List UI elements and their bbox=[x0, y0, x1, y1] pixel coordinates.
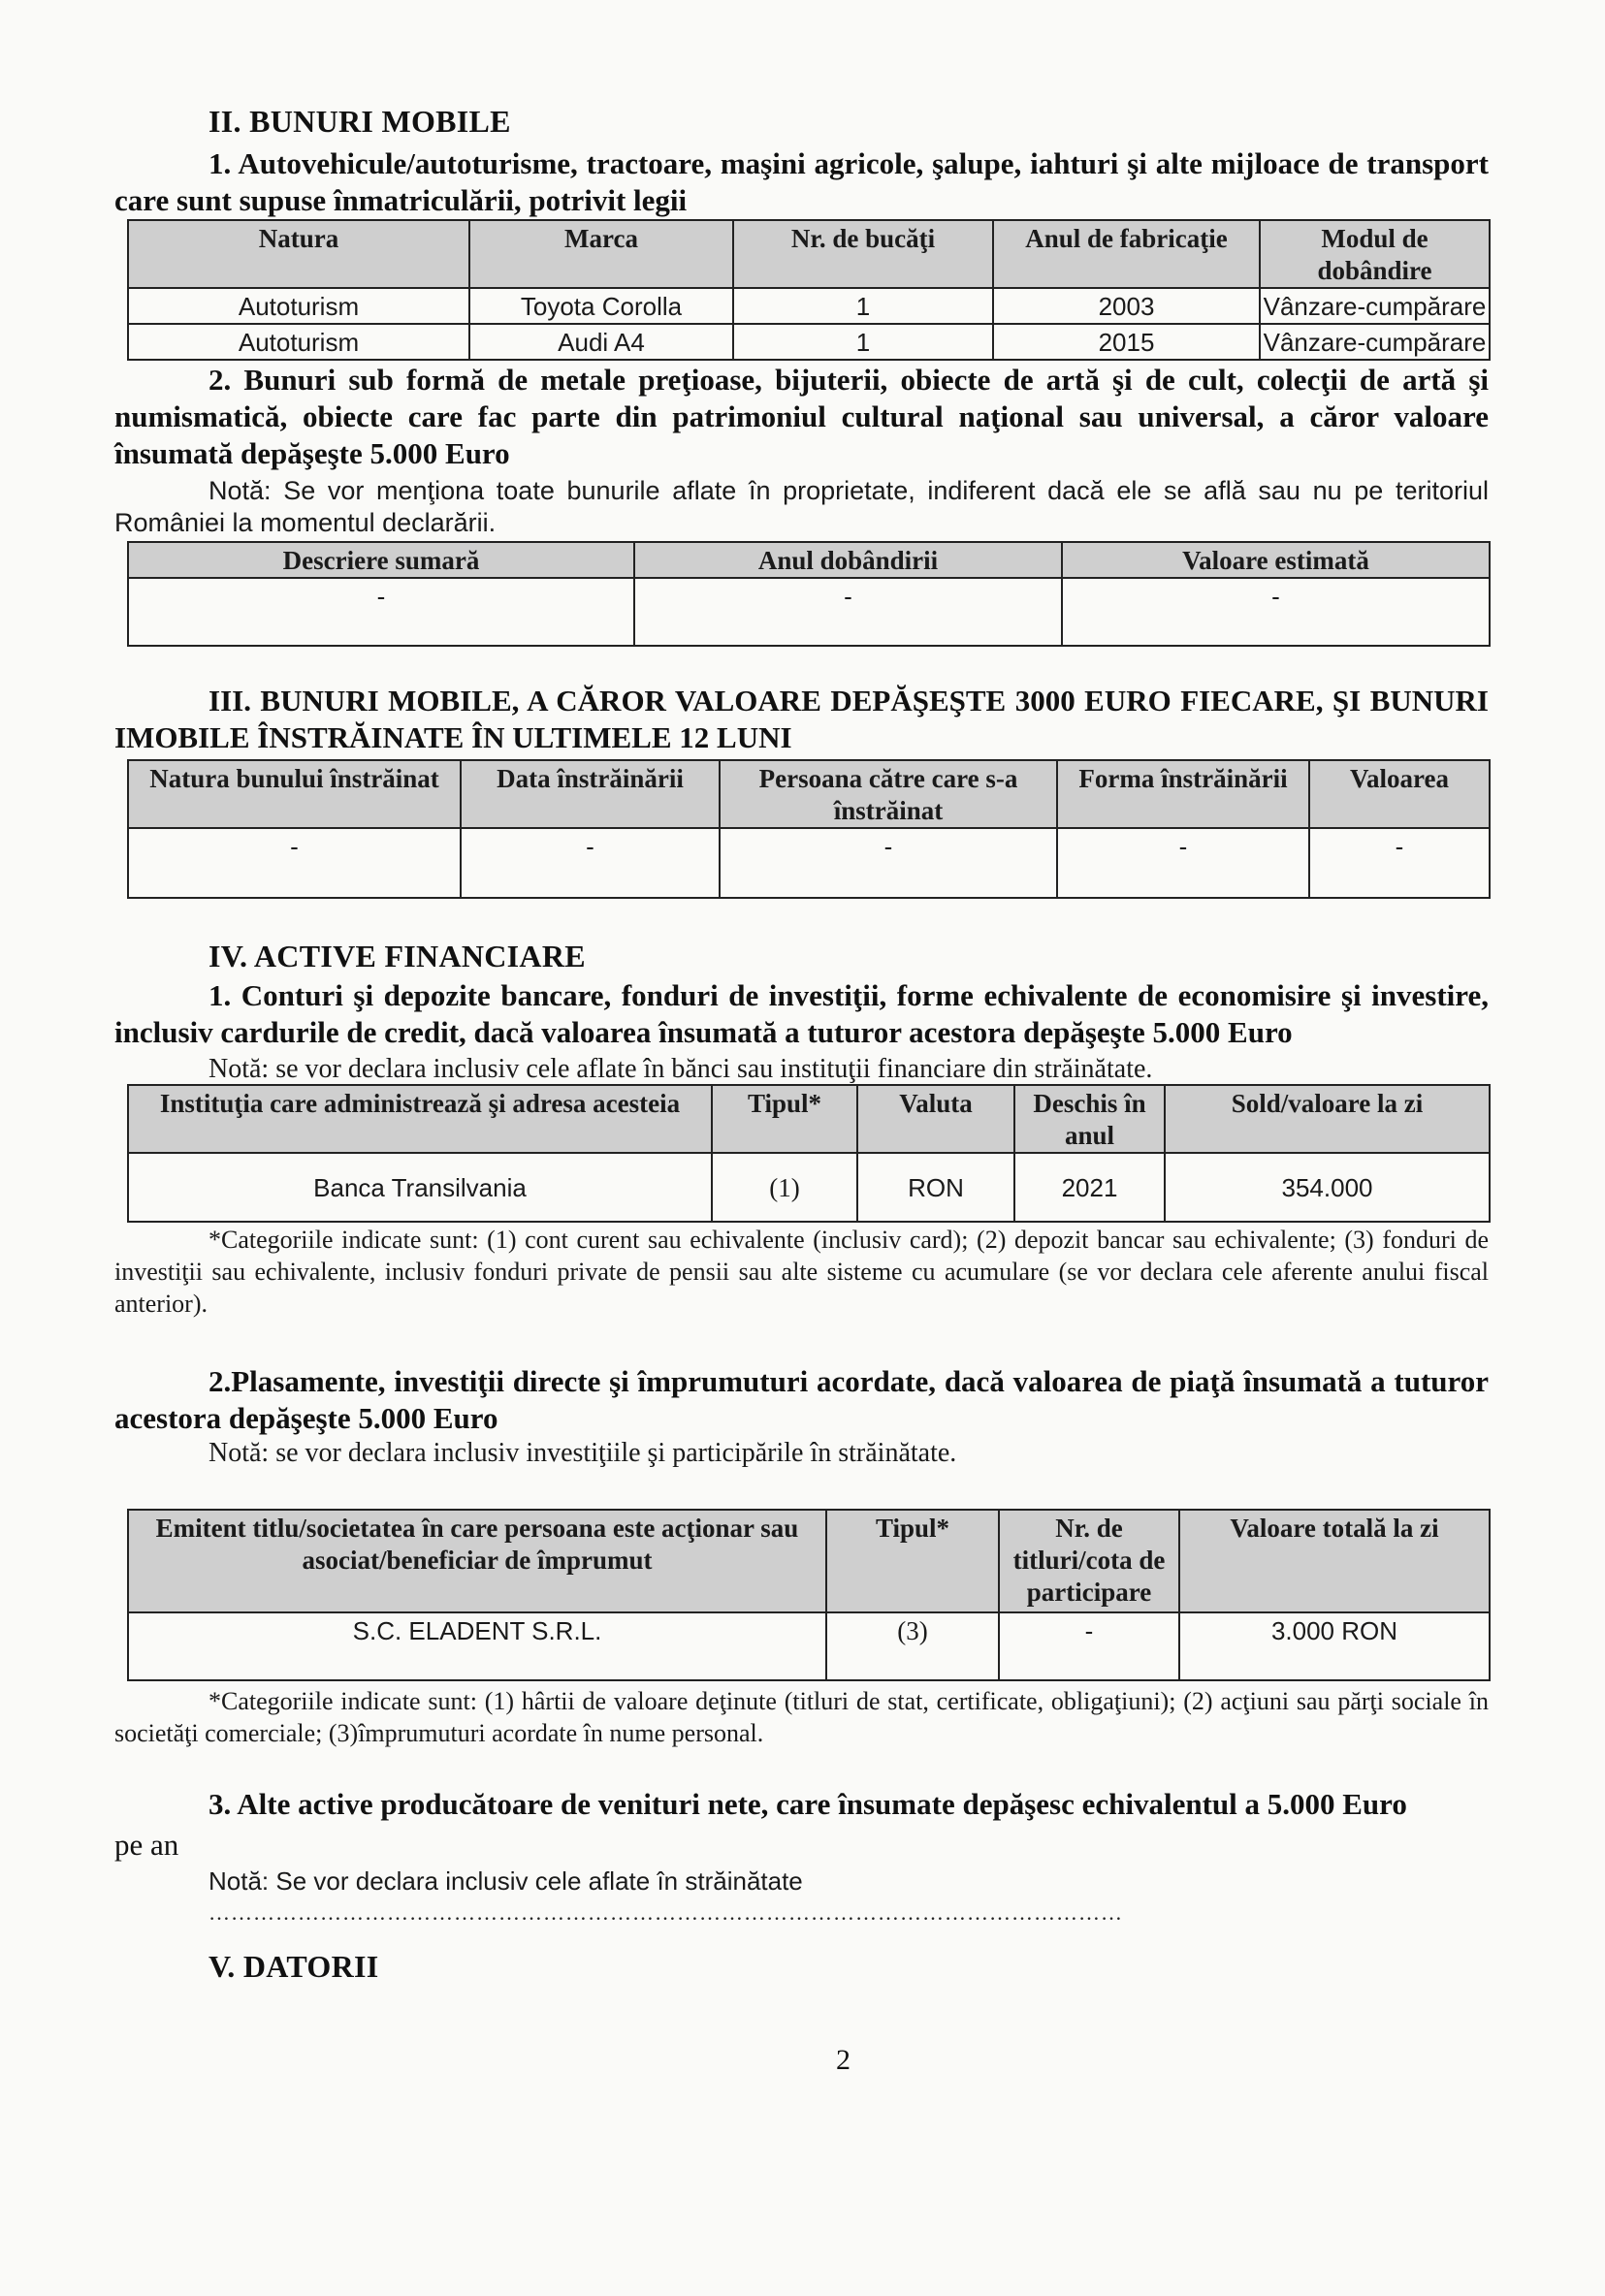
page-number: 2 bbox=[836, 2044, 851, 2076]
column-header: Valoare estimată bbox=[1062, 542, 1490, 578]
section-4-3-title-cont: pe an bbox=[114, 1828, 179, 1862]
column-header: Valoarea bbox=[1309, 760, 1490, 828]
column-header: Tipul* bbox=[826, 1510, 999, 1612]
table-cell: (3) bbox=[826, 1612, 999, 1680]
table-row bbox=[128, 288, 1490, 324]
section-2-title: II. BUNURI MOBILE bbox=[209, 104, 511, 139]
table-cell: Autoturism bbox=[128, 324, 469, 360]
column-header: Persoana către care s-a înstrăinat bbox=[720, 760, 1057, 828]
table-cell: - bbox=[999, 1612, 1179, 1680]
table-header-row bbox=[128, 1085, 1490, 1153]
column-header: Marca bbox=[469, 220, 733, 288]
section-2-2-title: 2. Bunuri sub formă de metale preţioase, bijuterii, obiecte de artă şi de cult, colecţii de artă şi numismatică, obiecte care fac parte din patrimoniul cultural naţional sau universal, a căror valoare însumată depăşeşte 5.000 Euro bbox=[114, 363, 1489, 470]
table-cell: 3.000 RON bbox=[1179, 1612, 1490, 1680]
column-header: Deschis în anul bbox=[1014, 1085, 1165, 1153]
column-header: Forma înstrăinării bbox=[1057, 760, 1309, 828]
table-row bbox=[128, 324, 1490, 360]
column-header: Emitent titlu/societatea în care persoana este acţionar sau asociat/beneficiar de împrumut bbox=[128, 1510, 826, 1612]
table-cell: Toyota Corolla bbox=[469, 288, 733, 324]
fill-in-dotted-line: …………………………………………………………………………………………………………… bbox=[209, 1900, 1123, 1925]
table-cell: - bbox=[1309, 828, 1490, 898]
column-header: Instituţia care administrează şi adresa acesteia bbox=[128, 1085, 712, 1153]
column-header: Tipul* bbox=[712, 1085, 857, 1153]
bank-accounts-table bbox=[127, 1084, 1491, 1223]
column-header: Valoare totală la zi bbox=[1179, 1510, 1490, 1612]
table-row bbox=[128, 1153, 1490, 1222]
column-header: Valuta bbox=[857, 1085, 1014, 1153]
table-row bbox=[128, 578, 1490, 646]
table-cell: 1 bbox=[733, 324, 993, 360]
column-header: Nr. de bucăţi bbox=[733, 220, 993, 288]
table-cell: (1) bbox=[712, 1153, 857, 1222]
table-cell: - bbox=[461, 828, 720, 898]
column-header: Data înstrăinării bbox=[461, 760, 720, 828]
table-header-row bbox=[128, 760, 1490, 828]
column-header: Natura bunului înstrăinat bbox=[128, 760, 461, 828]
column-header: Sold/valoare la zi bbox=[1165, 1085, 1490, 1153]
investments-table bbox=[127, 1509, 1491, 1681]
table-cell: - bbox=[128, 578, 634, 646]
valuables-table bbox=[127, 541, 1491, 647]
column-header: Anul dobândirii bbox=[634, 542, 1062, 578]
section-4-3-title: 3. Alte active producătoare de venituri nete, care însumate depăşesc echivalentul a 5.000 Euro bbox=[209, 1787, 1407, 1821]
alienated-assets-table bbox=[127, 759, 1491, 899]
vehicles-table bbox=[127, 219, 1491, 361]
section-2-2-note: Notă: Se vor menţiona toate bunurile aflate în proprietate, indiferent dacă ele se află sau nu pe teritoriul României la momentul declarării. bbox=[114, 476, 1489, 537]
section-4-1-note: Notă: se vor declara inclusiv cele aflate în bănci sau instituţii financiare din străinătate. bbox=[209, 1054, 1153, 1084]
table-cell: RON bbox=[857, 1153, 1014, 1222]
table-cell: 2003 bbox=[993, 288, 1260, 324]
section-4-3-note: Notă: Se vor declara inclusiv cele aflate în străinătate bbox=[209, 1866, 803, 1896]
column-header: Nr. de titluri/cota de participare bbox=[999, 1510, 1179, 1612]
table-header-row bbox=[128, 542, 1490, 578]
table-cell: Audi A4 bbox=[469, 324, 733, 360]
section-4-title: IV. ACTIVE FINANCIARE bbox=[209, 939, 586, 973]
table-row bbox=[128, 1612, 1490, 1680]
table-cell: - bbox=[1062, 578, 1490, 646]
section-4-1-title: 1. Conturi şi depozite bancare, fonduri de investiţii, forme echivalente de economisire şi investire, inclusiv cardurile de credit, dacă valoarea însumată a tuturor acestora depăşeşte 5.000 Euro bbox=[114, 978, 1489, 1049]
section-4-2-note: Notă: se vor declara inclusiv investiţiile şi participările în străinătate. bbox=[209, 1438, 957, 1468]
table-header-row bbox=[128, 220, 1490, 288]
table-cell: - bbox=[634, 578, 1062, 646]
section-2-1-title: 1. Autovehicule/autoturisme, tractoare, maşini agricole, şalupe, iahturi şi alte mijloace de transport care sunt supuse înmatriculării, potrivit legii bbox=[114, 146, 1489, 217]
table-cell: 2021 bbox=[1014, 1153, 1165, 1222]
table-cell: Banca Transilvania bbox=[128, 1153, 712, 1222]
table-cell: - bbox=[128, 828, 461, 898]
column-header: Descriere sumară bbox=[128, 542, 634, 578]
section-4-2-footnote: *Categoriile indicate sunt: (1) hârtii de valoare deţinute (titluri de stat, certificate, obligaţiuni); (2) acţiuni sau părţi sociale în societăţi comerciale; (3)împrumuturi acordate în nume personal. bbox=[114, 1687, 1489, 1747]
table-cell: - bbox=[720, 828, 1057, 898]
section-4-1-footnote: *Categoriile indicate sunt: (1) cont curent sau echivalente (inclusiv card); (2) depozit bancar sau echivalente; (3) fonduri de investiţii sau echivalente, inclusiv fonduri private de pensii sau alte sisteme cu acumulare (se vor declara cele aferente anului fiscal anterior). bbox=[114, 1226, 1489, 1318]
section-3-title: III. BUNURI MOBILE, A CĂROR VALOARE DEPĂŞEŞTE 3000 EURO FIECARE, ŞI BUNURI IMOBILE ÎNSTRĂINATE ÎN ULTIMELE 12 LUNI bbox=[114, 684, 1489, 754]
section-5-title: V. DATORII bbox=[209, 1949, 379, 1984]
table-row bbox=[128, 828, 1490, 898]
table-cell: Autoturism bbox=[128, 288, 469, 324]
table-cell: S.C. ELADENT S.R.L. bbox=[128, 1612, 826, 1680]
table-cell: Vânzare-cumpărare bbox=[1260, 324, 1490, 360]
table-cell: Vânzare-cumpărare bbox=[1260, 288, 1490, 324]
table-cell: 1 bbox=[733, 288, 993, 324]
table-header-row bbox=[128, 1510, 1490, 1612]
column-header: Natura bbox=[128, 220, 469, 288]
section-4-2-title: 2.Plasamente, investiţii directe şi împrumuturi acordate, dacă valoarea de piaţă însumată a tuturor acestora depăşeşte 5.000 Euro bbox=[114, 1364, 1489, 1435]
column-header: Modul de dobândire bbox=[1260, 220, 1490, 288]
table-cell: 354.000 bbox=[1165, 1153, 1490, 1222]
column-header: Anul de fabricaţie bbox=[993, 220, 1260, 288]
table-cell: - bbox=[1057, 828, 1309, 898]
table-cell: 2015 bbox=[993, 324, 1260, 360]
